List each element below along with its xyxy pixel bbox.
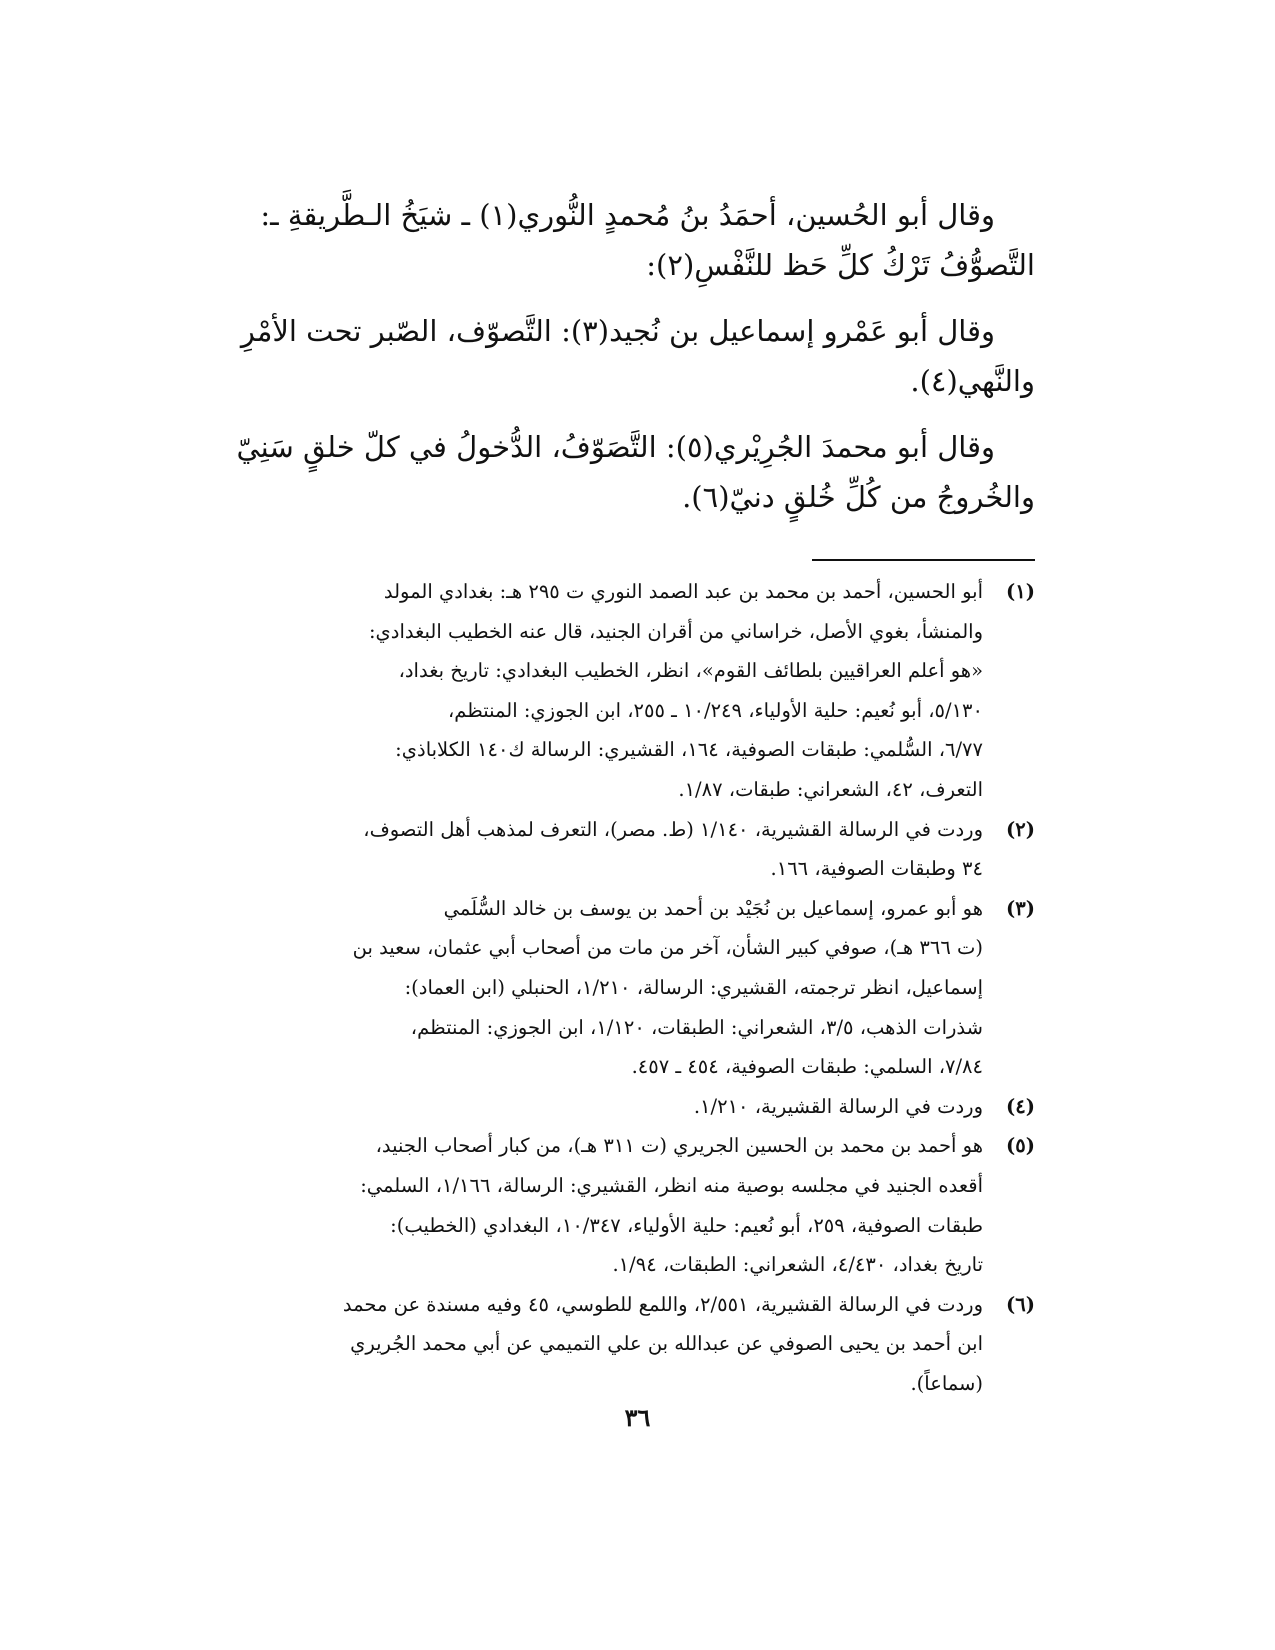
- footnote-line: ابن أحمد بن يحيى الصوفي عن عبدالله بن علي التميمي عن أبي محمد الجُريري: [350, 1332, 983, 1356]
- footnote-number: (٢): [1006, 817, 1035, 841]
- text-line: وقال أبو عَمْرو إسماعيل بن نُجيد(٣): التَّصوّف، الصّبر تحت الأمْرِ: [240, 314, 995, 348]
- text-line: والخُروجُ من كُلِّ خُلقٍ دنيّ(٦).: [682, 480, 1035, 514]
- footnote-line: ٥/١٣٠، أبو نُعيم: حلية الأولياء، ١٠/٢٤٩ ـ ٢٥٥، ابن الجوزي: المنتظم،: [447, 698, 983, 722]
- footnote-line: شذرات الذهب، ٣/٥، الشعراني: الطبقات، ١/١٢٠، ابن الجوزي: المنتظم،: [410, 1015, 983, 1039]
- footnote: [225, 1126, 1035, 1284]
- footnote-line: (سماعاً).: [910, 1371, 983, 1395]
- footnote-line: ٧/٨٤، السلمي: طبقات الصوفية، ٤٥٤ ـ ٤٥٧.: [631, 1055, 983, 1079]
- footnote-line: ٦/٧٧، السُّلمي: طبقات الصوفية، ١٦٤، القشيري: الرسالة ك١٤٠ الكلاباذي:: [395, 738, 983, 762]
- footnote-line: (ت ٣٦٦ هـ)، صوفي كبير الشأن، آخر من مات من أصحاب أبي عثمان، سعيد بن: [352, 936, 983, 960]
- footnote-line: تاريخ بغداد، ٤/٤٣٠، الشعراني: الطبقات، ١/٩٤.: [612, 1253, 983, 1277]
- footnote-line: إسماعيل، انظر ترجمته، القشيري: الرسالة، ١/٢١٠، الحنبلي (ابن العماد):: [404, 975, 983, 999]
- text-line: وقال أبو الحُسين، أحمَدُ بنُ مُحمدٍ النُّوري(١) ـ شيَخُ الـطَّريقةِ ـ:: [260, 198, 995, 232]
- footnote-line: وردت في الرسالة القشيرية، ١/٢١٠.: [693, 1094, 983, 1118]
- footnote-line: والمنشأ، بغوي الأصل، خراساني من أقران الجنيد، قال عنه الخطيب البغدادي:: [368, 619, 983, 643]
- paragraph: [225, 422, 1035, 522]
- footnote-line: وردت في الرسالة القشيرية، ٢/٥٥١، واللمع للطوسي، ٤٥ وفيه مسندة عن محمد: [342, 1292, 983, 1316]
- main-text: [225, 190, 1035, 538]
- footnote-number: (١): [1006, 580, 1035, 603]
- text-line: التَّصوُّفُ تَرْكُ كلِّ حَظ للنَّفْسِ(٢):: [646, 248, 1035, 282]
- footnote-separator: [812, 559, 1035, 561]
- paragraph: [225, 306, 1035, 406]
- footnote: [225, 1087, 1035, 1127]
- footnote-number: (٤): [1006, 1094, 1035, 1118]
- footnote: [225, 810, 1035, 889]
- footnote-line: «هو أعلم العراقيين بلطائف القوم»، انظر، الخطيب البغدادي: تاريخ بغداد،: [398, 659, 983, 683]
- footnote-line: التعرف، ٤٢، الشعراني: طبقات، ١/٨٧.: [678, 777, 983, 801]
- footnote-line: وردت في الرسالة القشيرية، ١/١٤٠ (ط. مصر)، التعرف لمذهب أهل التصوف،: [363, 817, 983, 841]
- page-number: ٣٦: [624, 1403, 651, 1432]
- footnote-line: ٣٤ وطبقات الصوفية، ١٦٦.: [770, 857, 983, 881]
- footnote: [225, 889, 1035, 1087]
- footnote-line: هو أحمد بن محمد بن الحسين الجريري (ت ٣١١ هـ)، من كبار أصحاب الجنيد،: [375, 1134, 983, 1158]
- footnote: [225, 1285, 1035, 1404]
- footnote-number: (٣): [1006, 896, 1035, 920]
- footnote: [225, 572, 1035, 810]
- footnote-number: (٥): [1006, 1134, 1035, 1158]
- paragraph: [225, 190, 1035, 290]
- footnote-line: طبقات الصوفية، ٢٥٩، أبو نُعيم: حلية الأولياء، ١٠/٣٤٧، البغدادي (الخطيب):: [390, 1213, 983, 1237]
- footnote-line: أبو الحسين، أحمد بن محمد بن عبد الصمد النوري ت ٢٩٥ هـ: بغدادي المولد: [383, 580, 983, 603]
- text-line: والنَّهي(٤).: [910, 364, 1035, 398]
- text-line: وقال أبو محمدَ الجُرِيْري(٥): التَّصَوّفُ، الدُّخولُ في كلّ خلقٍ سَنِيّ: [236, 430, 995, 464]
- footnote-line: أقعده الجنيد في مجلسه بوصية منه انظر، القشيري: الرسالة، ١/١٦٦، السلمي:: [360, 1173, 983, 1197]
- footnotes: [225, 572, 1035, 1403]
- footnote-line: هو أبو عمرو، إسماعيل بن نُجَيْد بن أحمد بن يوسف بن خالد السُّلَمي: [443, 896, 983, 920]
- footnote-number: (٦): [1006, 1292, 1035, 1316]
